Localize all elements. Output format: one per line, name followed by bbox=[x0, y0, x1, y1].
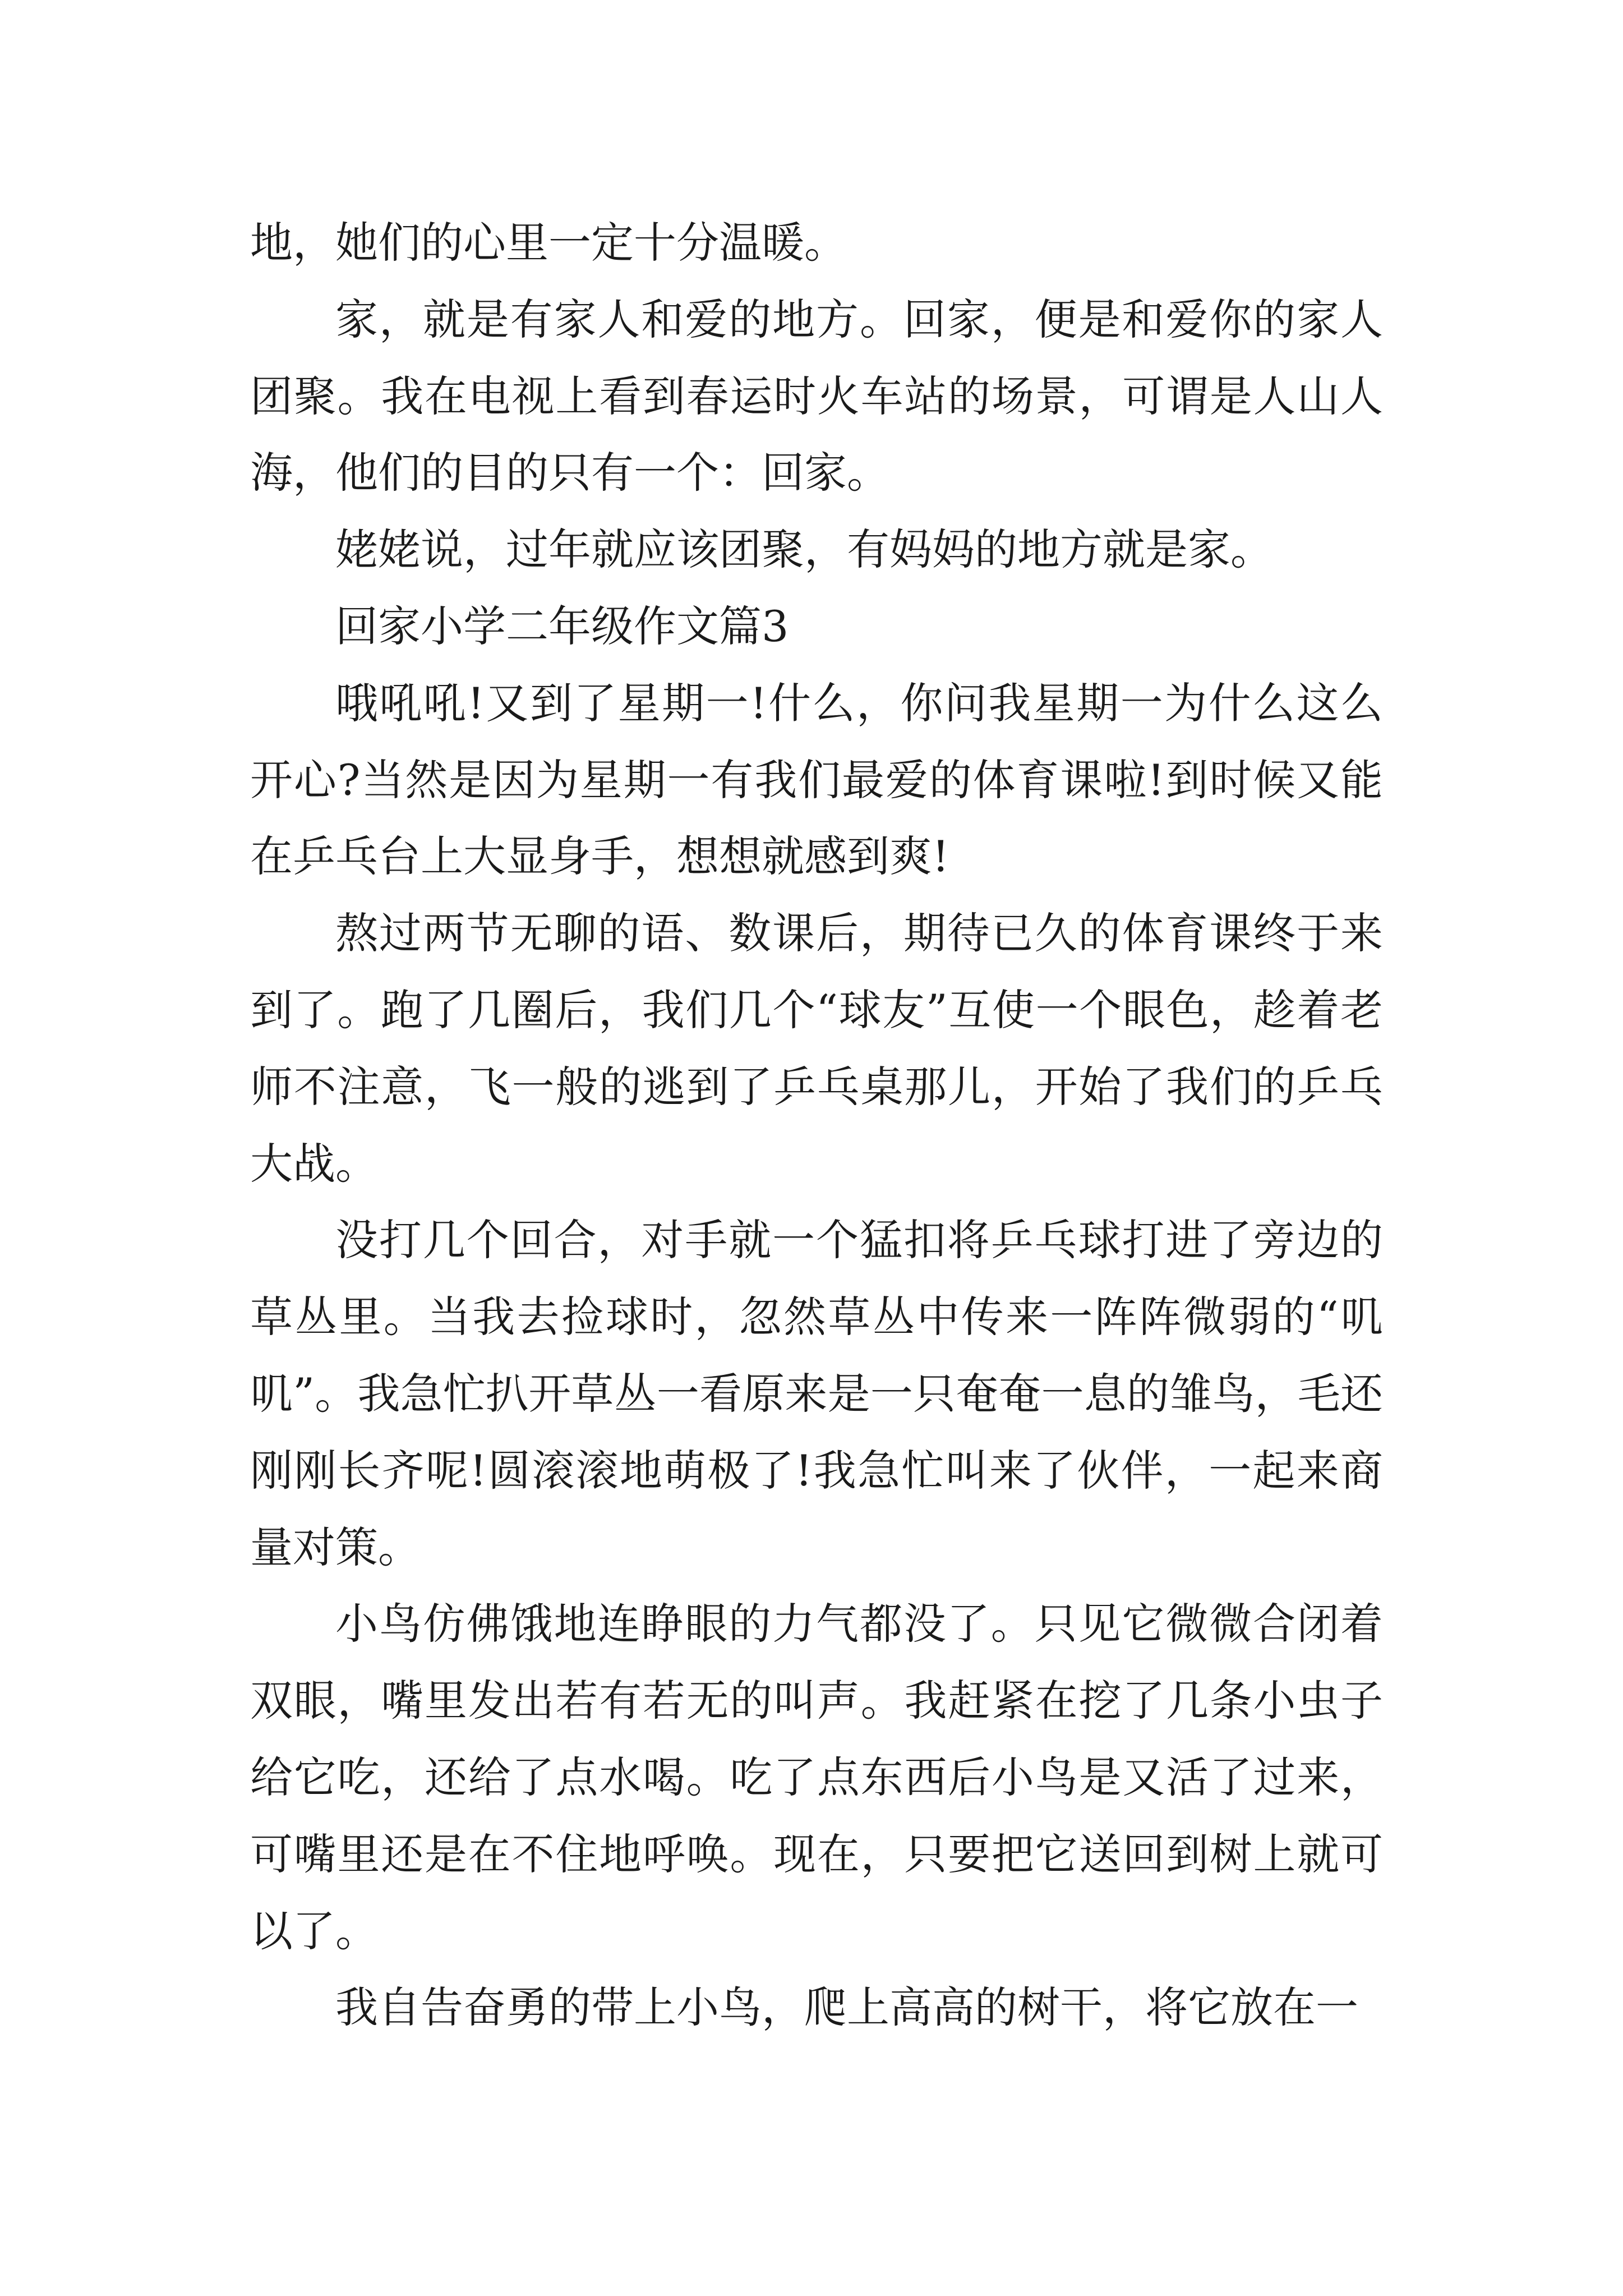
paragraph: 我自告奋勇的带上小鸟，爬上高高的树干，将它放在一 bbox=[335, 1982, 1358, 2033]
paragraph: 地，她们的心里一定十分温暖。 bbox=[250, 218, 847, 268]
document-body bbox=[250, 205, 1383, 2046]
paragraph: 熬过两节无聊的语、数课后，期待已久的体育课终于来到了。跑了几圈后，我们几个“球友”互使一个眼色，趁着老师不注意，飞一般的逃到了乒乓桌那儿，开始了我们的乒乓大战。 bbox=[250, 908, 1383, 1189]
paragraph: 哦吼吼!又到了星期一!什么，你问我星期一为什么这么开心?当然是因为星期一有我们最爱的体育课啦!到时候又能在乒乓台上大显身手，想想就感到爽! bbox=[250, 678, 1383, 882]
section-heading: 回家小学二年级作文篇3 bbox=[335, 601, 789, 651]
paragraph: 小鸟仿佛饿地连睁眼的力气都没了。只见它微微合闭着双眼，嘴里发出若有若无的叫声。我赶紧在挖了几条小虫子给它吃，还给了点水喝。吃了点东西后小鸟是又活了过来，可嘴里还是在不住地呼唤。现在，只要把它送回到树上就可以了。 bbox=[250, 1599, 1383, 1956]
paragraph: 家，就是有家人和爱的地方。回家，便是和爱你的家人团聚。我在电视上看到春运时火车站的场景，可谓是人山人海，他们的目的只有一个：回家。 bbox=[250, 294, 1383, 498]
paragraph: 姥姥说，过年就应该团聚，有妈妈的地方就是家。 bbox=[335, 524, 1273, 575]
paragraph: 没打几个回合，对手就一个猛扣将乒乓球打进了旁边的草丛里。当我去捡球时，忽然草丛中传来一阵阵微弱的“叽叽”。我急忙扒开草丛一看原来是一只奄奄一息的雏鸟，毛还刚刚长齐呢!圆滚滚地萌极了!我急忙叫来了伙伴，一起来商量对策。 bbox=[250, 1215, 1383, 1572]
